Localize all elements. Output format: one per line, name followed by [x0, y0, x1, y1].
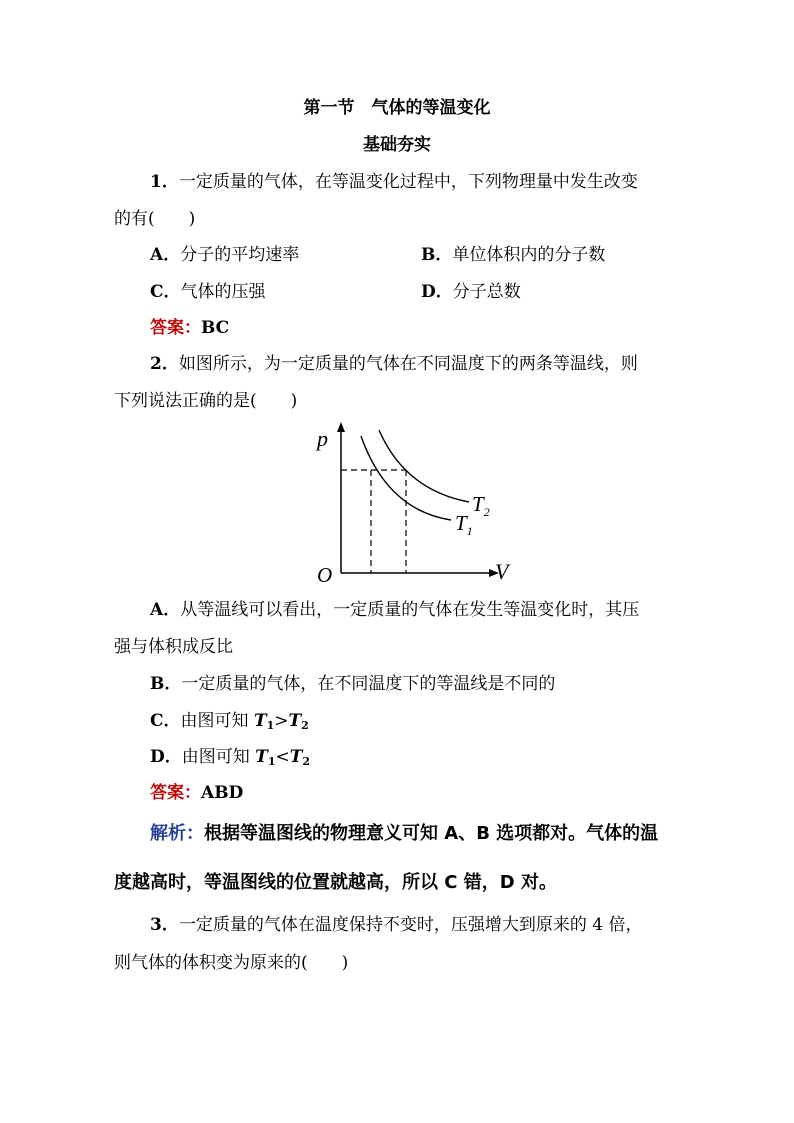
- q2-analysis-cont: 度越高时，等温图线的位置就越高，所以 C 错，D 对。: [114, 872, 557, 893]
- q2-stem-cont: 下列说法正确的是( ): [114, 391, 298, 411]
- origin-label: O: [317, 563, 333, 587]
- isotherm-t2-curve: [379, 430, 469, 502]
- q1-stem-cont: 的有( ): [114, 209, 196, 229]
- isotherm-t1-curve: [361, 436, 451, 520]
- isotherm-t1-label: $T_1$: [455, 511, 473, 538]
- q2-option-c: C．由图可知 $T_1>T_2$: [150, 711, 309, 732]
- y-axis-arrow: [337, 422, 345, 432]
- page-title: 第一节 气体的等温变化: [303, 98, 491, 118]
- section-heading: 基础夯实: [363, 135, 431, 155]
- q1-option-d: D．分子总数: [421, 282, 521, 302]
- q1-stem: 1．一定质量的气体，在等温变化过程中，下列物理量中发生改变: [150, 172, 638, 192]
- x-axis-label: V: [495, 559, 509, 584]
- q1-answer: 答案：BC: [150, 318, 230, 338]
- q2-option-a: A．从等温线可以看出，一定质量的气体在发生等温变化时，其压: [150, 600, 640, 620]
- q2-stem: 2．如图所示，为一定质量的气体在不同温度下的两条等温线，则: [150, 354, 638, 374]
- q2-option-b: B．一定质量的气体，在不同温度下的等温线是不同的: [150, 674, 556, 694]
- q1-option-b: B．单位体积内的分子数: [421, 245, 606, 265]
- q3-stem: 3．一定质量的气体在温度保持不变时，压强增大到原来的 4 倍，: [150, 915, 643, 935]
- y-axis-label: p: [317, 426, 328, 451]
- q2-analysis: 解析：根据等温图线的物理意义可知 A、B 选项都对。气体的温: [150, 823, 659, 844]
- q2-option-d: D．由图可知 $T_1<T_2$: [150, 747, 311, 768]
- q1-option-a: A．分子的平均速率: [150, 245, 300, 265]
- q3-stem-cont: 则气体的体积变为原来的( ): [114, 953, 349, 973]
- q1-option-c: C．气体的压强: [150, 282, 266, 302]
- q2-answer: 答案：ABD: [150, 783, 244, 803]
- isotherm-figure: [305, 418, 520, 590]
- q2-option-a-cont: 强与体积成反比: [114, 637, 233, 657]
- isotherm-t2-label: $T_2$: [472, 492, 490, 519]
